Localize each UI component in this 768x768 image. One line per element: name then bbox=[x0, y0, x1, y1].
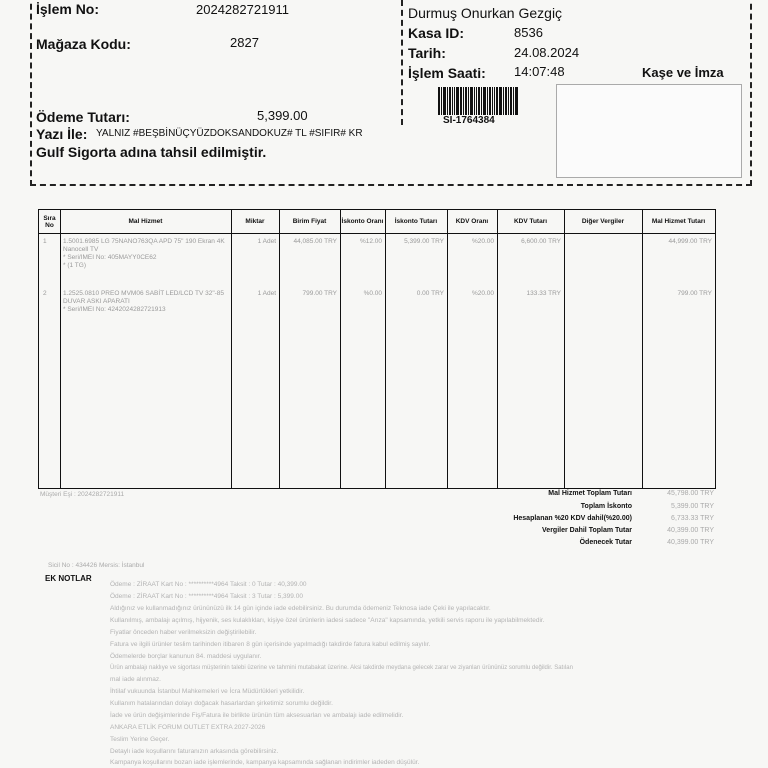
header-miktar: Miktar bbox=[245, 218, 265, 225]
kase-label: Kaşe ve İmza bbox=[642, 65, 724, 80]
note-2: Ödeme : ZİRAAT Kart No : **********4964 Taksit : 3 Tutar : 5,399.00 bbox=[110, 593, 303, 600]
header-mal-hizmet-tutari: Mal Hizmet Tutarı bbox=[651, 218, 706, 225]
total-value-1: 45,798.00 TRY bbox=[667, 490, 714, 497]
total-label-1: Mal Hizmet Toplam Tutarı bbox=[548, 490, 632, 497]
row1-disc: 5,399.00 TRY bbox=[404, 238, 444, 245]
row1-total: 44,999.00 TRY bbox=[668, 238, 712, 245]
note-1: Ödeme : ZİRAAT Kart No : **********4964 Taksit : 0 Tutar : 40,399.00 bbox=[110, 581, 307, 588]
magaza-value: 2827 bbox=[230, 35, 259, 50]
yazi-label: Yazı İle: bbox=[36, 126, 88, 142]
note-15: Detaylı iade koşullarını faturanızın arkasında görebilirsiniz. bbox=[110, 748, 279, 755]
note-11: Kullanım hatalarından dolayı doğacak hasarlardan şirketimiz sorumlu değildir. bbox=[110, 700, 333, 707]
total-label-3: Hesaplanan %20 KDV dahil(%20.00) bbox=[513, 515, 632, 522]
row2-disc-rate: %0.00 bbox=[363, 290, 382, 297]
total-label-4: Vergiler Dahil Toplam Tutar bbox=[542, 527, 632, 534]
header-mal-hizmet: Mal Hizmet bbox=[128, 218, 163, 225]
barcode bbox=[438, 87, 534, 115]
total-value-2: 5,399.00 TRY bbox=[671, 503, 714, 510]
stamp-box bbox=[556, 84, 742, 178]
header-iskonto-tutari: İskonto Tutarı bbox=[394, 218, 438, 225]
row2-kdv-rate: %20.00 bbox=[471, 290, 494, 297]
note-3: Aldığınız ve kullanmadığınız ürününüzü ilk 14 gün içinde iade edebilirsiniz. Bu durumda ödemeniz Teknosa iade Çeki ile yapılacaktır. bbox=[110, 605, 491, 612]
note-14: Teslim Yerine Geçer. bbox=[110, 736, 170, 743]
gulf-text: Gulf Sigorta adına tahsil edilmiştir. bbox=[36, 144, 267, 160]
sicil-text: Sicil No : 434426 Mersis: İstanbul bbox=[48, 562, 145, 569]
total-label-2: Toplam İskonto bbox=[580, 503, 632, 510]
islem-no-value: 2024282721911 bbox=[196, 2, 290, 17]
note-12: İade ve ürün değişimlerinde Fiş/Fatura ile birlikte ürünün tüm aksesuarları ve ambalajı iade edilmelidir. bbox=[110, 712, 404, 719]
magaza-label: Mağaza Kodu: bbox=[36, 36, 131, 52]
odeme-label: Ödeme Tutarı: bbox=[36, 109, 130, 125]
note-7: Ödemelerde borçlar kanunun 84. maddesi uygulanır. bbox=[110, 653, 262, 660]
note-6: Fatura ve ilgili ürünler teslim tarihinden itibaren 8 gün içerisinde yapılmadığı takdirde fatura kabul edilmiş sayılır. bbox=[110, 641, 431, 648]
ek-notlar-heading: EK NOTLAR bbox=[45, 574, 92, 583]
saat-label: İşlem Saati: bbox=[408, 65, 486, 81]
row1-qty: 1 Adet bbox=[257, 238, 276, 245]
tarih-label: Tarih: bbox=[408, 45, 446, 61]
row2-qty: 1 Adet bbox=[257, 290, 276, 297]
note-5: Fiyatlar önceden haber verilmeksizin değiştirilebilir. bbox=[110, 629, 257, 636]
saat-value: 14:07:48 bbox=[514, 64, 565, 79]
header-sira: Sıra No bbox=[43, 214, 56, 229]
note-16: Kampanya koşullarını bozan iade işlemlerinde, kampanya kapsamında sağlanan indirimler iadeden düşülür. bbox=[110, 759, 420, 766]
note-10: İhtilaf vukuunda İstanbul Mahkemeleri ve İcra Müdürlükleri yetkilidir. bbox=[110, 688, 305, 695]
header-diger-vergiler: Diğer Vergiler bbox=[581, 218, 625, 225]
header-birim-fiyat: Birim Fiyat bbox=[292, 218, 327, 225]
note-9: mal iade alınmaz. bbox=[110, 676, 161, 683]
row1-no: 1 bbox=[43, 238, 47, 245]
row2-disc: 0.00 TRY bbox=[416, 290, 444, 297]
row1-disc-rate: %12.00 bbox=[359, 238, 382, 245]
total-value-5: 40,399.00 TRY bbox=[667, 539, 714, 546]
row1-price: 44,085.00 TRY bbox=[293, 238, 337, 245]
yazi-value: YALNIZ #BEŞBİNÜÇYÜZDOKSANDOKUZ# TL #SIFIR# KR bbox=[96, 128, 363, 139]
total-label-5: Ödenecek Tutar bbox=[579, 539, 632, 546]
tarih-value: 24.08.2024 bbox=[514, 45, 580, 60]
odeme-value: 5,399.00 bbox=[257, 108, 308, 123]
musteri-text: Müşteri Eşi : 2024282721911 bbox=[40, 491, 125, 498]
header-iskonto-orani: İskonto Oranı bbox=[341, 218, 384, 225]
header-kdv-orani: KDV Oranı bbox=[455, 218, 489, 225]
total-value-3: 6,733.33 TRY bbox=[671, 515, 714, 522]
note-13: ANKARA ETLİK FORUM OUTLET EXTRA 2027-2026 bbox=[110, 724, 266, 731]
row1-kdv: 6,600.00 TRY bbox=[521, 238, 561, 245]
row1-desc: 1.5001.6985 LG 75NANO763QA APD 75" 190 Ekran 4K Nanocell TV * Seri/IMEI No: 405MAYY0CE62 * (1 TG) bbox=[63, 238, 225, 269]
total-value-4: 40,399.00 TRY bbox=[667, 527, 714, 534]
header-kdv-tutari: KDV Tutarı bbox=[513, 218, 548, 225]
customer-name: Durmuş Onurkan Gezgiç bbox=[408, 5, 563, 21]
slip-divider bbox=[401, 0, 403, 125]
note-8: Ürün ambalajı naklıye ve sigortası müşterinin talebi üzerine ve tahmini mutabakat üzerine. Aksi takdirde meydana gelecek zarar ve ziyanları ürününüz sorumlu değildir. Satılan bbox=[110, 665, 573, 671]
note-4: Kullanılmış, ambalajı açılmış, hijyenik, ses kulaklıkları, kişiye özel ürünlerin iadesi sadece "Arıza" kapsamında, yetkili servis raporu ile yapılabilmektedir. bbox=[110, 617, 545, 624]
kasa-label: Kasa ID: bbox=[408, 25, 465, 41]
barcode-text: SI-1764384 bbox=[443, 115, 495, 126]
row2-total: 799.00 TRY bbox=[677, 290, 712, 297]
row2-price: 799.00 TRY bbox=[302, 290, 337, 297]
row2-kdv: 133.33 TRY bbox=[526, 290, 561, 297]
islem-no-label: İşlem No: bbox=[36, 1, 100, 17]
kasa-value: 8536 bbox=[514, 25, 543, 40]
invoice-table bbox=[38, 209, 716, 489]
row2-no: 2 bbox=[43, 290, 47, 297]
row1-kdv-rate: %20.00 bbox=[471, 238, 494, 245]
row2-desc: 1.2525.0810 PREO MVM06 SABİT LED/LCD TV 32"-85 DUVAR ASKI APARATI * Seri/IMEI No: 4242024282721913 bbox=[63, 290, 225, 313]
